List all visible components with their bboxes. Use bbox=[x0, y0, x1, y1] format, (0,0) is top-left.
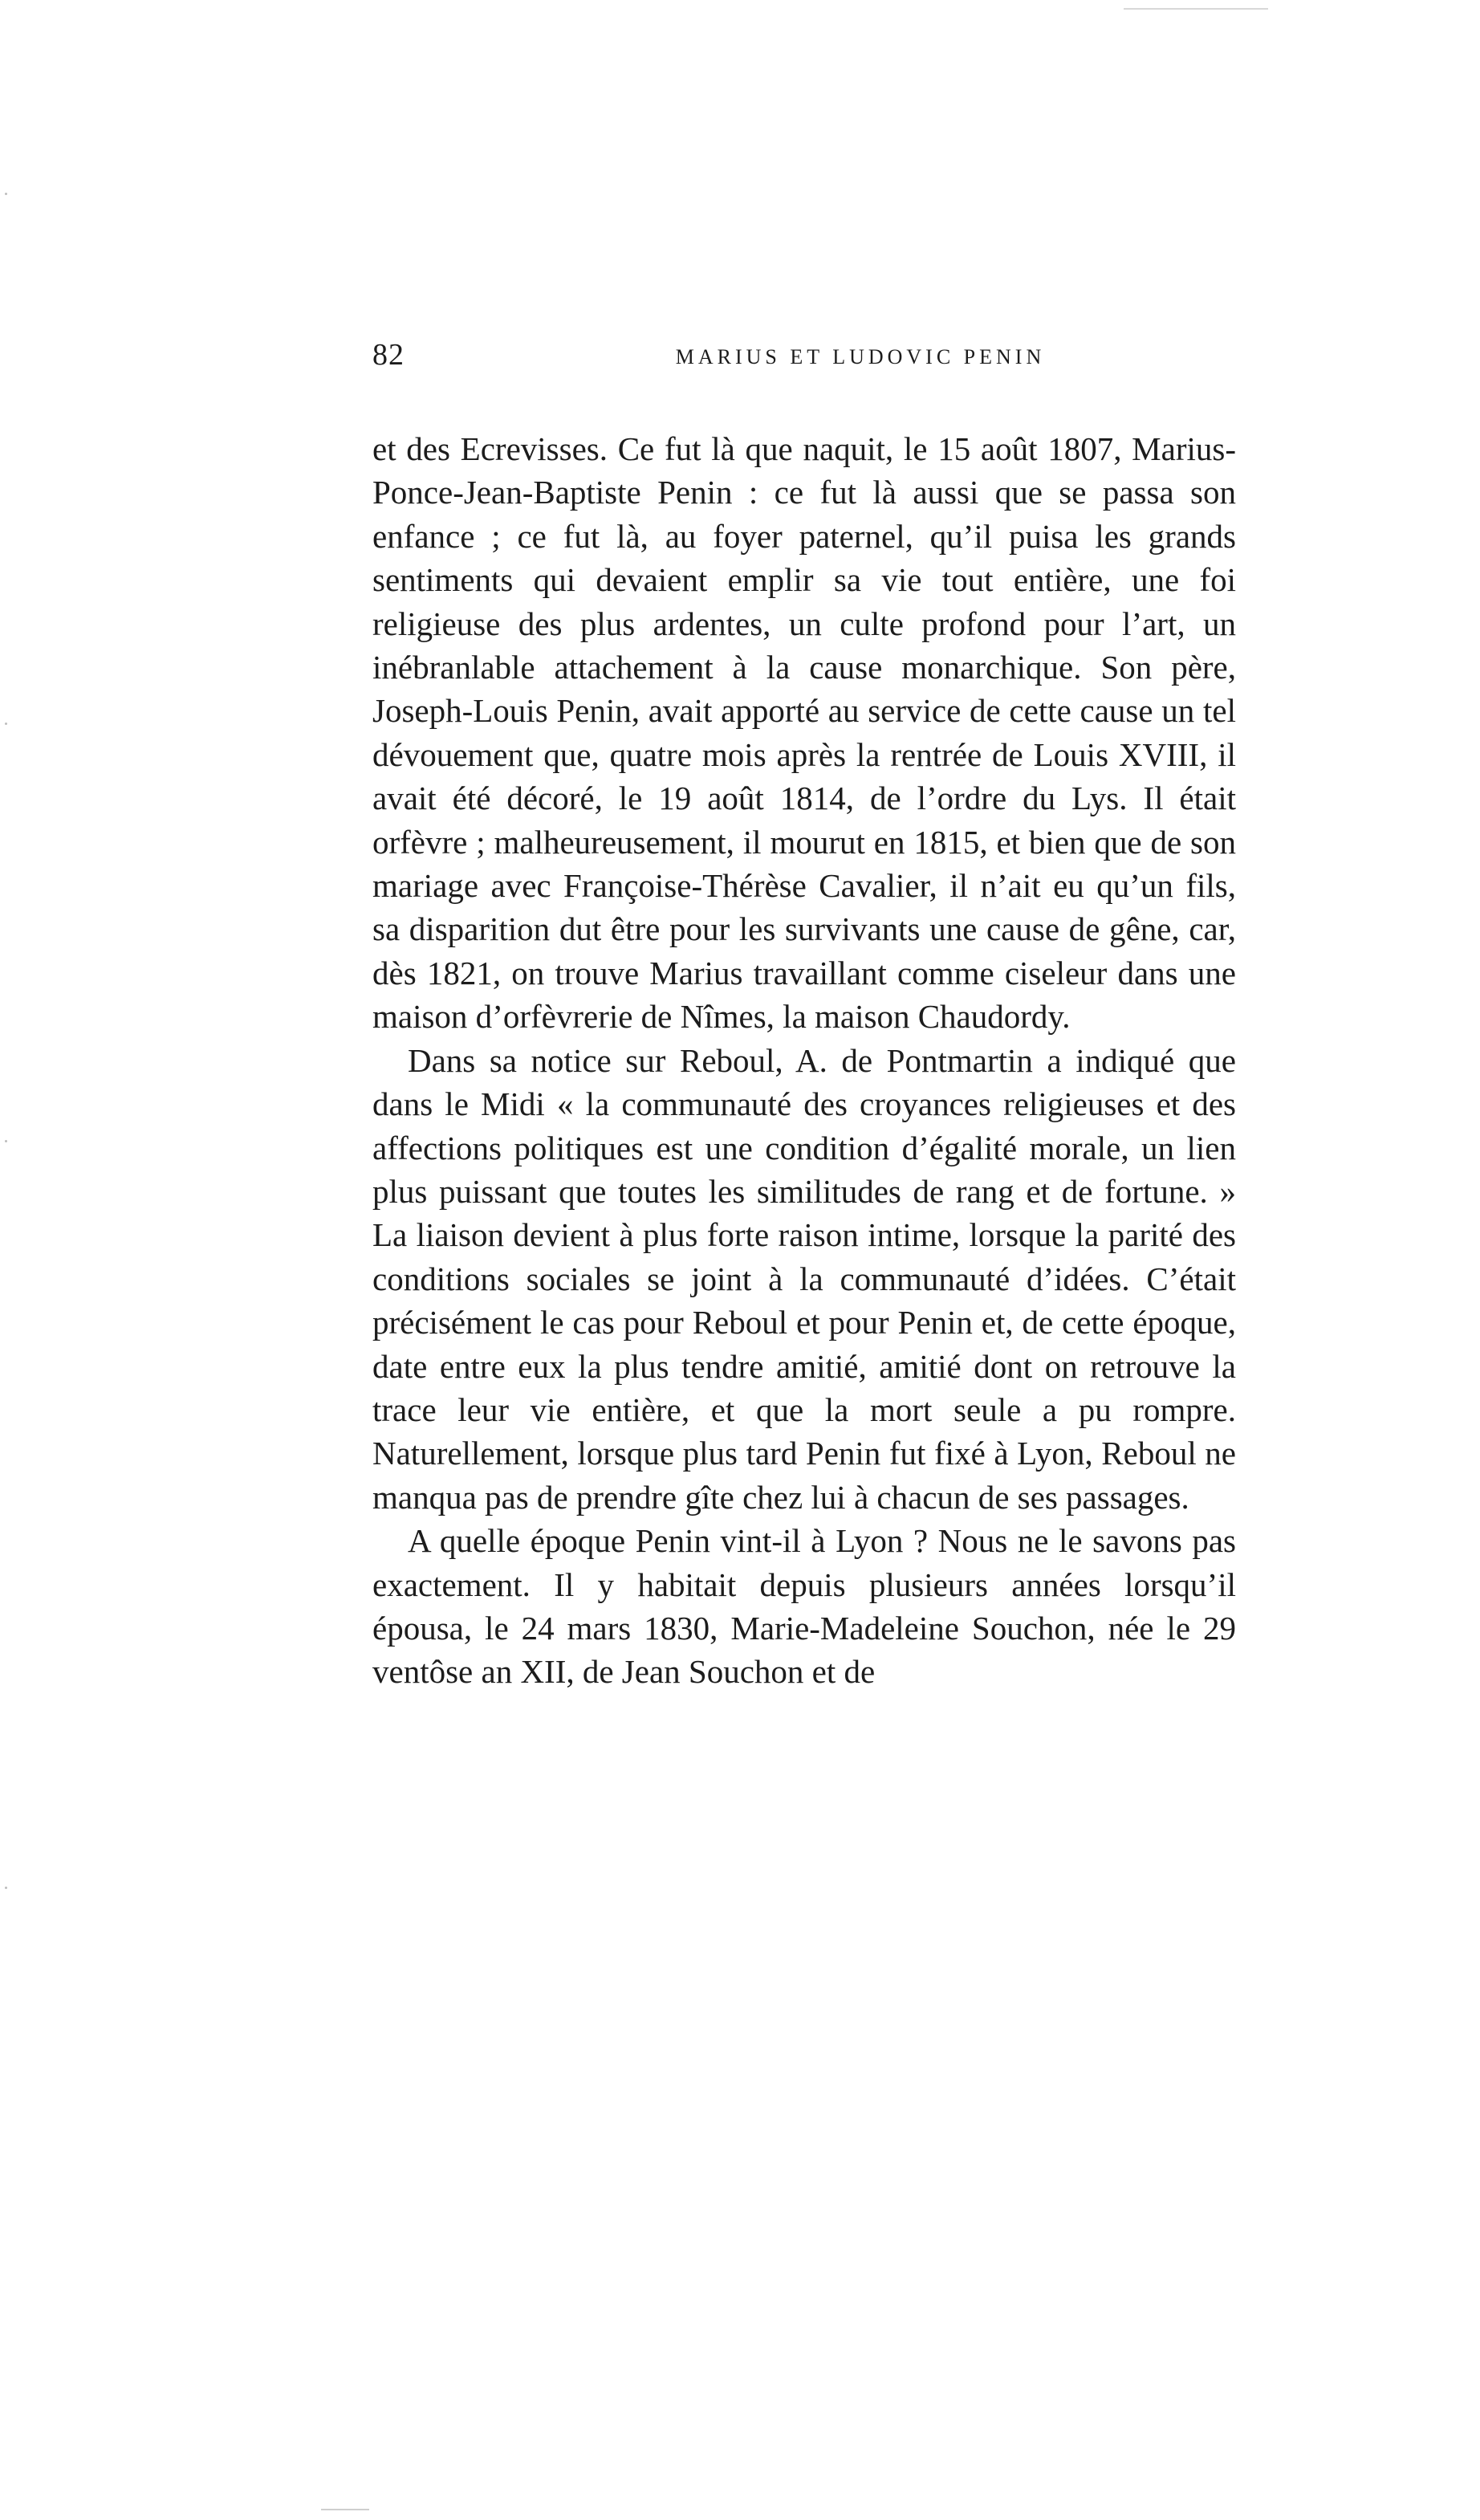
scan-artifact-dot bbox=[5, 1140, 7, 1142]
scan-artifact-bottom bbox=[321, 2509, 369, 2510]
running-title: MARIUS ET LUDOVIC PENIN bbox=[675, 345, 1046, 368]
paragraph-3: A quelle époque Penin vint-il à Lyon ? Nous ne le savons pas exactement. Il y habitait depuis plusieurs années lorsqu’il épousa, le 24 mars 1830, Marie-Madeleine Souchon, née le 29 ventôse an XII, de Jean Souchon et de bbox=[372, 1522, 1236, 1691]
paragraph-2: Dans sa notice sur Reboul, A. de Pontmartin a indiqué que dans le Midi « la communauté des croyances religieuses et des affections politiques est une condition d’égalité morale, un lien plus puissant que toutes les similitudes de rang et de fortune. » La liaison devient à plus forte raison intime, lorsque la parité des conditions sociales se joint à la communauté d’idées. C’était précisément le cas pour Reboul et pour Penin et, de cette époque, date entre eux la plus tendre amitié, amitié dont on retrouve la trace leur vie entière, et que la mort seule a pu rompre. Naturellement, lorsque plus tard Penin fut fixé à Lyon, Reboul ne manqua pas de prendre gîte chez lui à chacun de ses passages. bbox=[372, 1041, 1236, 1516]
page-number: 82 bbox=[372, 338, 405, 372]
scan-artifact-dot bbox=[5, 723, 7, 725]
text-block bbox=[372, 337, 1236, 1694]
scan-artifact-top bbox=[1124, 8, 1268, 10]
scan-artifact-dot bbox=[5, 193, 7, 195]
paragraph-1: et des Ecrevisses. Ce fut là que naquit, le 15 août 1807, Marius-Ponce-Jean-Baptiste Penin : ce fut là aussi que se passa son enfance ; ce fut là, au foyer paternel, qu’il puisa les grands sentiments qui devaient emplir sa vie tout entière, une foi religieuse des plus ardentes, un culte profond pour l’art, un inébranlable attachement à la cause monarchique. Son père, Joseph-Louis Penin, avait apporté au service de cette cause un tel dévouement que, quatre mois après la rentrée de Louis XVIII, il avait été décoré, le 19 août 1814, de l’ordre du Lys. Il était orfèvre ; malheureusement, il mourut en 1815, et bien que de son mariage avec Françoise-Thérèse Cavalier, il n’ait eu qu’un fils, sa disparition dut être pour les survivants une cause de gêne, car, dès 1821, on trouve Marius travaillant comme ciseleur dans une maison d’orfèvrerie de Nîmes, la maison Chaudordy. bbox=[372, 430, 1236, 1036]
scan-artifact-dot bbox=[5, 1887, 7, 1889]
running-head bbox=[372, 337, 1236, 389]
